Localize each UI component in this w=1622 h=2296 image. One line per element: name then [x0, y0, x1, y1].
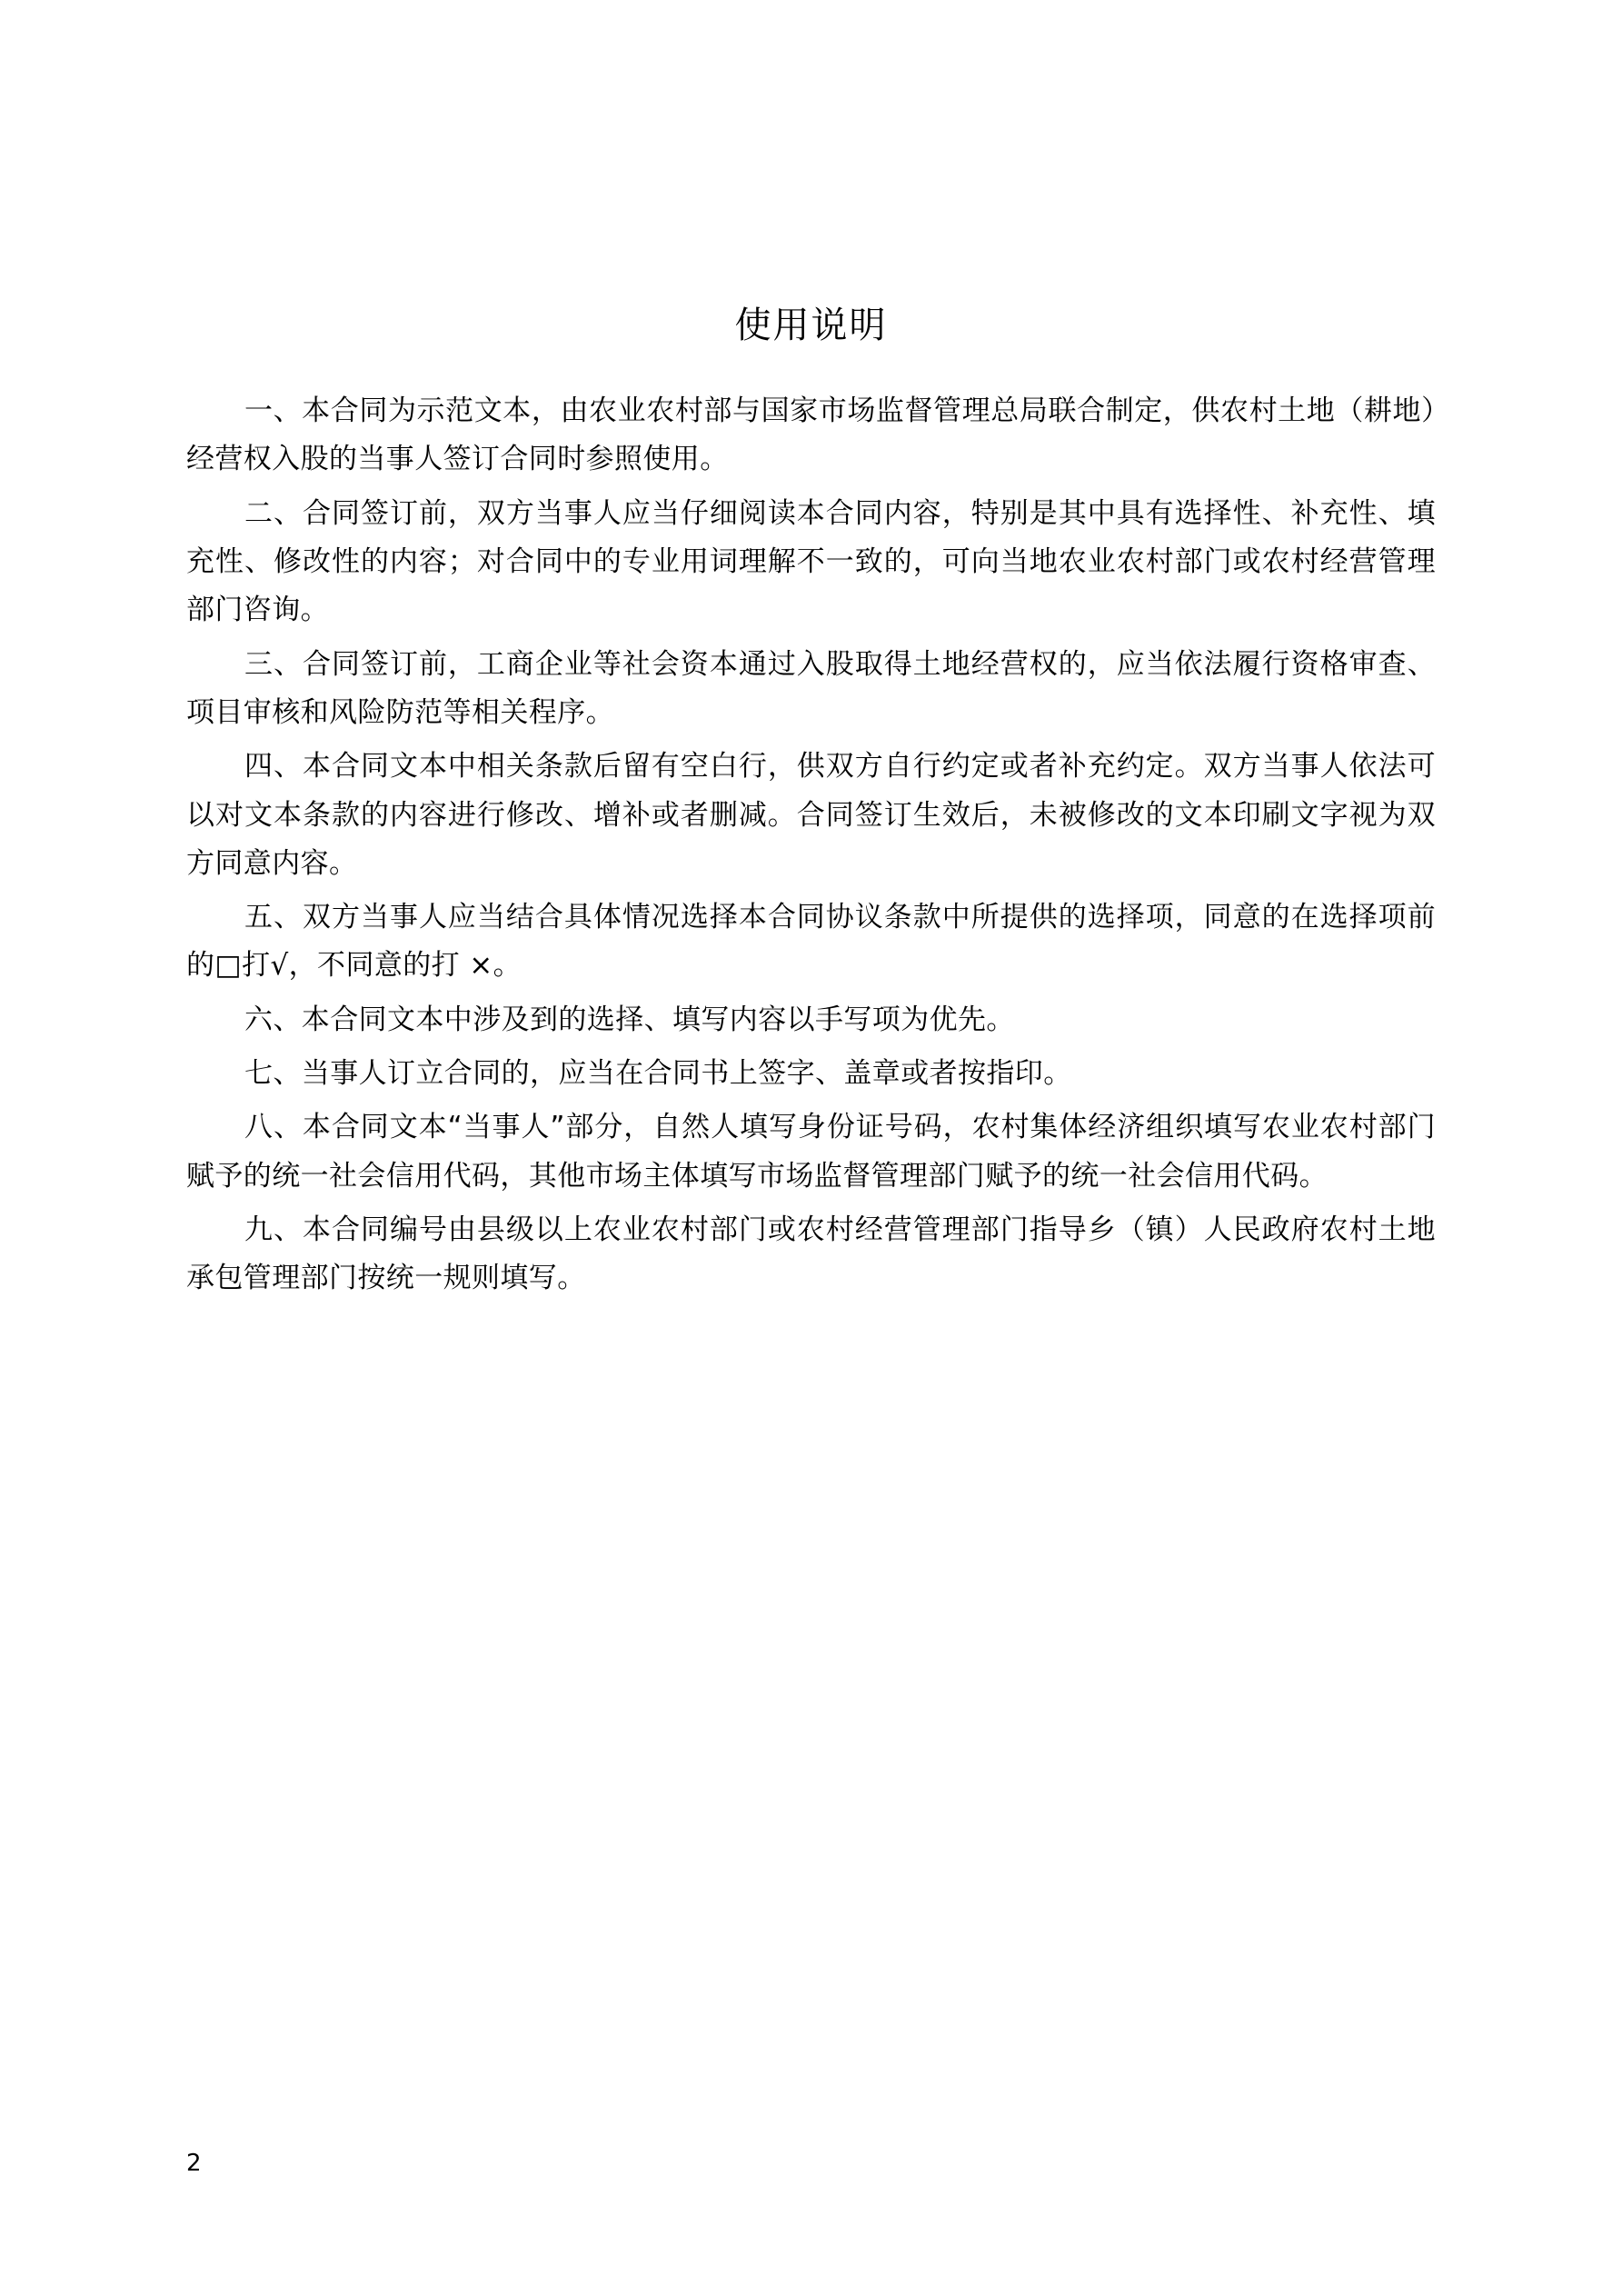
paragraph-6: 六、本合同文本中涉及到的选择、填写内容以手写项为优先。	[244, 1003, 1015, 1036]
paragraph-4: 四、本合同文本中相关条款后留有空白行，供双方自行约定或者补充约定。双方当事人依法可以对文本条款的内容进行修改、增补或者删减。合同签订生效后，未被修改的文本印刷文字视为双方同意内容。	[186, 750, 1436, 880]
page-number: 2	[186, 2150, 202, 2177]
paragraph-8: 八、本合同文本“当事人”部分，自然人填写身份证号码，农村集体经济组织填写农业农村部门赋予的统一社会信用代码，其他市场主体填写市场监督管理部门赋予的统一社会信用代码。	[186, 1111, 1436, 1193]
paragraph-7: 七、当事人订立合同的，应当在合同书上签字、盖章或者按指印。	[244, 1057, 1072, 1091]
document-body	[186, 300, 1436, 1309]
paragraph-2: 二、合同签订前，双方当事人应当仔细阅读本合同内容，特别是其中具有选择性、补充性、填充性、修改性的内容；对合同中的专业用词理解不一致的，可向当地农业农村部门或农村经营管理部门咨询。	[186, 496, 1436, 627]
page-title: 使用说明	[734, 304, 888, 346]
paragraph-1: 一、本合同为示范文本，由农业农村部与国家市场监督管理总局联合制定，供农村土地（耕地）经营权入股的当事人签订合同时参照使用。	[186, 394, 1436, 476]
paragraph-5: 五、双方当事人应当结合具体情况选择本合同协议条款中所提供的选择项，同意的在选择项前的□打√，不同意的打 ×。	[186, 901, 1436, 983]
paragraph-9: 九、本合同编号由县级以上农业农村部门或农村经营管理部门指导乡（镇）人民政府农村土地承包管理部门按统一规则填写。	[186, 1213, 1436, 1295]
paragraph-3: 三、合同签订前，工商企业等社会资本通过入股取得土地经营权的，应当依法履行资格审查、项目审核和风险防范等相关程序。	[186, 647, 1436, 729]
